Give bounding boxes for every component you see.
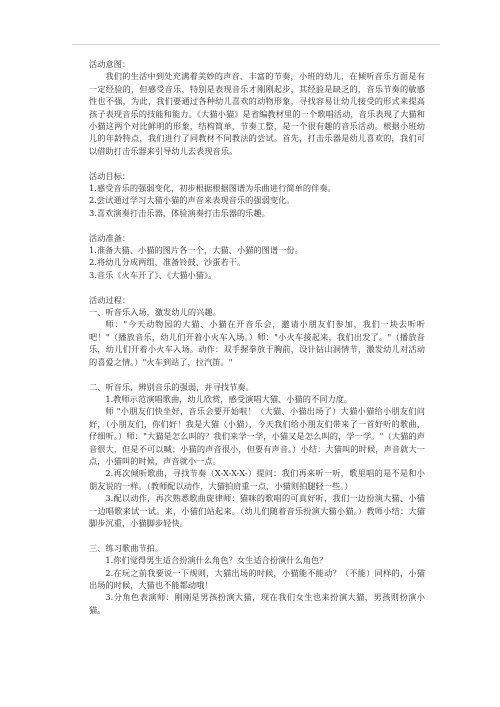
section-gap xyxy=(89,368,425,380)
step-3-paragraph-3: 3.分角色表演师：刚刚是男孩扮演大猫，现在我们女生也来扮演大猫，男孩则扮演小猫。 xyxy=(89,592,425,615)
document-body xyxy=(89,58,425,616)
section-title-process: 活动过程： xyxy=(89,294,131,305)
intent-paragraph: 我们的生活中到处充满着美妙的声音、丰富的节奏，小班的幼儿，在倾听音乐方面是有一定经验的，但感受音乐，特别是表现音乐才刚刚起步，其经验是缺乏的，音乐节奏的敏感性也不强，为此，我们要通过各种幼儿喜欢的动物形象，寻找容易让幼儿接受的形式来提高孩子表现音乐的技能和能力。《大猫小猫》是省编教材里的一个歌唱活动，音乐表现了大猫和小猫这两个对比鲜明的形象，结构简单，节奏工整，是一个很有趣的音乐活动。根据小班幼儿的年龄特点，我们进行了同教材不同教法的尝试。首先，打击乐器是幼儿喜欢的，我们可以借助打击乐器来引导幼儿去表现音乐。 xyxy=(89,71,425,156)
section-gap xyxy=(89,529,425,541)
section-title-intent: 活动意图： xyxy=(89,59,131,69)
step-3-line-1: 1.你们觉得男生适合扮演什么角色？女生适合扮演什么角色？ xyxy=(105,555,328,566)
goal-item-3: 3.喜欢演奏打击乐器，体验演奏打击乐器的乐趣。 xyxy=(89,207,270,218)
step-title-2: 二、听音乐，辨别音乐的强弱，并寻找节奏。 xyxy=(89,381,254,392)
step-title-3: 三、练习歌曲节拍。 xyxy=(89,542,164,553)
prep-item-3: 3.音乐《火车开了》、《大猫小猫》。 xyxy=(89,269,217,280)
prep-item-2: 2.将幼儿分成两组，准备铃鼓、沙蛋若干。 xyxy=(89,257,246,268)
step-2-paragraph-3: 2.再次倾听歌曲，寻找节奏（X-X-X-X-）提问：我们再来听一听，歌里唱的是不是和小朋友说的一样。（教师配以动作，大猫拍肩重一点，小猫则拍腿轻一些。） xyxy=(89,468,425,491)
step-2-paragraph-2: 师 "小朋友们快坐好，音乐会要开始啦！（大猫、小猫出场了）大猫小猫给小朋友们问好，（小朋友们，你们好！我是大猫（小猫），今天我们给小朋友们带来了一首好听的歌曲，仔细听。）师："大猫是怎么叫的？我们来学一学，小猫又是怎么叫的，学一学。"（大猫的声音很大，但是不可以喊；小猫的声音很小，但要有声音。）小结：大猫叫的时候，声音就大一点，小猫叫的时候，声音就小一点。 xyxy=(89,406,425,466)
step-2-paragraph-4: 3.配以动作，再次熟悉歌曲旋律师：猫咪的歌唱的可真好听，我们一边扮演大猫、小猫一边唱歌来试一试。来，小猫们站起来。（幼儿们随着音乐扮演大猫小猫。）教师小结：大猫脚步沉重，小猫脚步轻快。 xyxy=(89,493,425,528)
step-3-paragraph-2: 2.在玩之前我要说一下规则，大猫出场的时候，小猫能不能动？（不能）同样的，小猫出场的时候，大猫也不能都动哦！ xyxy=(89,567,425,590)
section-title-preparation: 活动准备： xyxy=(89,232,131,243)
header-rule xyxy=(72,44,440,45)
section-title-goals: 活动目标： xyxy=(89,170,131,181)
section-gap xyxy=(89,219,425,231)
goal-item-1: 1.感受音乐的强弱变化，初步根据根据图谱为乐曲进行简单的伴奏。 xyxy=(89,183,336,194)
section-gap xyxy=(89,157,425,169)
step-1-paragraph: 师："今天动物园的大猫、小猫在开音乐会，邀请小朋友们参加，我们一块去听听吧！"（播放音乐，幼儿们开着小火车入场。）师："小火车接起来，我们出发了。"（播放音乐，幼儿们开着小火车入场。动作：双手握拳放于胸前，设计钻山洞情节，激发幼儿对活动的喜爱之情。）"火车到站了，拉汽笛。" xyxy=(89,319,425,367)
step-2-paragraph-1: 1.教师示范演唱歌曲，幼儿欣赏，感受演唱大猫、小猫的不同力度。 xyxy=(105,393,353,404)
step-title-1: 一、听音乐入场，激发幼儿的兴趣。 xyxy=(89,307,221,318)
prep-item-1: 1.准备大猫、小猫的图片各一个，大猫、小猫的图谱一份。 xyxy=(89,245,303,256)
goal-item-2: 2.尝试通过学习大猫小猫的声音来表现音乐的强弱变化。 xyxy=(89,195,295,206)
section-gap xyxy=(89,281,425,293)
